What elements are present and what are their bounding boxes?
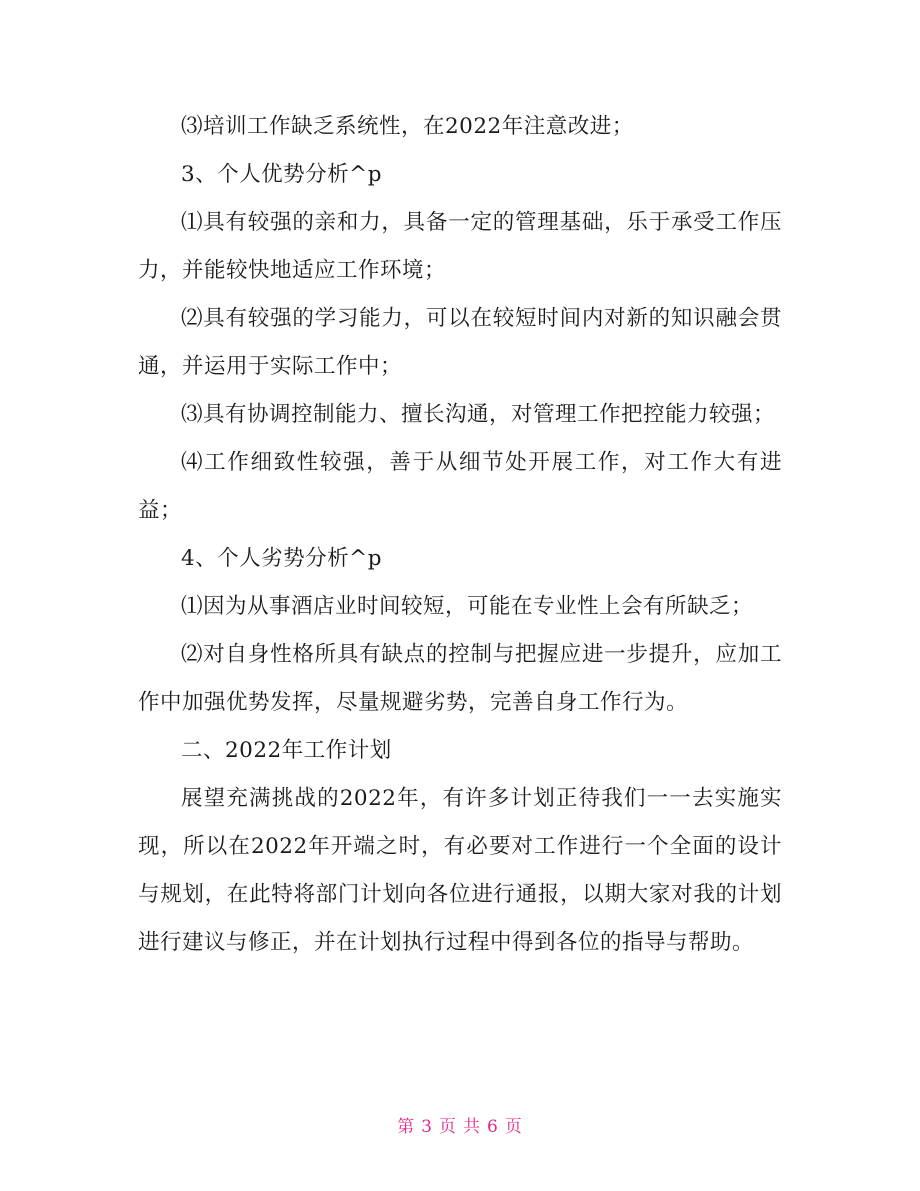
document-body (138, 103, 782, 967)
footer-total-pages: 6 (487, 1117, 499, 1137)
paragraph-strength-3: ⑶具有协调控制能力、擅长沟通，对管理工作把控能力较强； (181, 402, 776, 427)
paragraph-weakness-1: ⑴因为从事酒店业时间较短，可能在专业性上会有所缺乏； (181, 594, 754, 619)
paragraph-weakness-2: ⑵对自身性格所具有缺点的控制与把握应进一步提升，应加工作中加强优势发挥，尽量规避劣势，完善自身工作行为。 (138, 642, 782, 715)
footer-prefix: 第 (397, 1117, 416, 1137)
heading-work-plan: 二、2022年工作计划 (181, 738, 392, 763)
footer-page-unit-2: 页 (504, 1117, 523, 1137)
heading-personal-weaknesses: 4、个人劣势分析^p (181, 546, 382, 571)
page-footer (0, 1112, 920, 1137)
footer-current-page: 3 (421, 1117, 433, 1137)
heading-personal-strengths: 3、个人优势分析^p (181, 162, 382, 187)
footer-page-unit: 页 (439, 1117, 457, 1137)
paragraph-strength-4: ⑷工作细致性较强，善于从细节处开展工作，对工作大有进益； (138, 450, 782, 523)
paragraph-training-improvement: ⑶培训工作缺乏系统性，在2022年注意改进； (181, 114, 634, 139)
footer-total-label: 共 (463, 1117, 481, 1137)
paragraph-strength-1: ⑴具有较强的亲和力，具备一定的管理基础，乐于承受工作压力，并能较快地适应工作环境； (138, 210, 782, 283)
paragraph-work-plan-intro: 展望充满挑战的2022年，有许多计划正待我们一一去实施实现，所以在2022年开端之时，有必要对工作进行一个全面的设计与规划，在此特将部门计划向各位进行通报，以期大家对我的计划进行建议与修正，并在计划执行过程中得到各位的指导与帮助。 (138, 786, 782, 955)
paragraph-strength-2: ⑵具有较强的学习能力，可以在较短时间内对新的知识融会贯通，并运用于实际工作中； (138, 306, 782, 379)
